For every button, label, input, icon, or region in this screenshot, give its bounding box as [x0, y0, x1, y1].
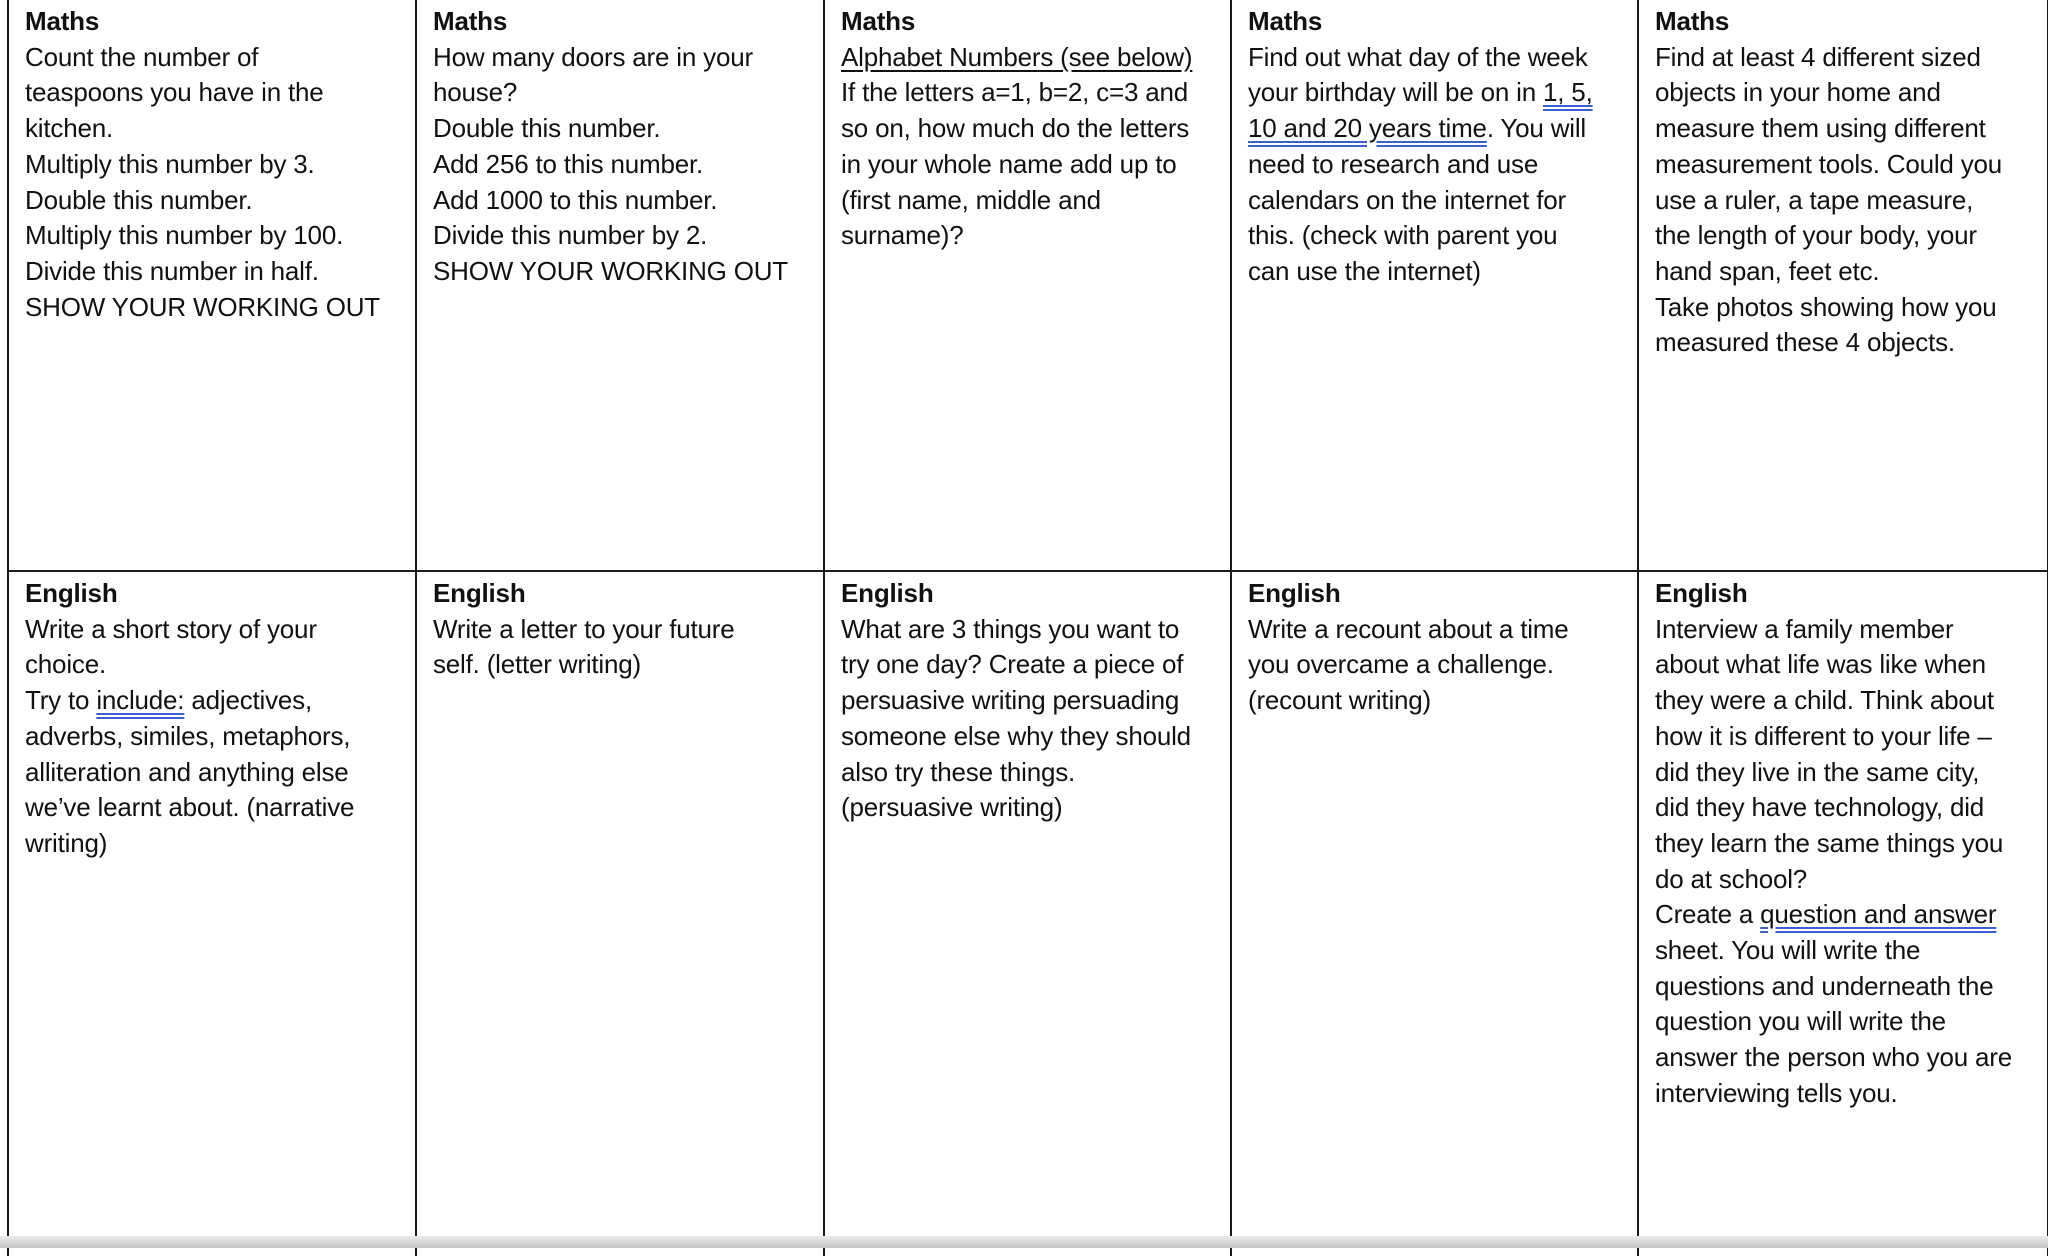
text-line: this. (check with parent you	[1248, 220, 1558, 251]
text-fragment: . You will	[1486, 113, 1586, 144]
text-line: they were a child. Think about	[1655, 685, 1994, 716]
text-line: Find out what day of the week	[1248, 41, 1588, 72]
maths-cell-teaspoons[interactable]	[8, 0, 416, 571]
subject-heading: English	[433, 578, 526, 608]
text-line: SHOW YOUR WORKING OUT	[433, 255, 788, 286]
grammar-flag-include[interactable]: include:	[96, 685, 185, 716]
grammar-flag-years[interactable]: 1, 5,	[1543, 77, 1593, 108]
text-line: Write a recount about a time	[1248, 613, 1569, 644]
activity-grid-table	[7, 0, 2048, 1256]
text-line: persuasive writing persuading	[841, 685, 1180, 716]
text-line: Add 256 to this number.	[433, 148, 704, 179]
text-line: Multiply this number by 100.	[25, 220, 344, 251]
text-line: question you will write the	[1655, 1006, 1946, 1037]
text-line: If the letters a=1, b=2, c=3 and	[841, 77, 1189, 108]
text-line: answer the person who you are	[1655, 1042, 2012, 1073]
text-fragment: your birthday will be on in	[1248, 77, 1543, 108]
text-line: alliteration and anything else	[25, 756, 349, 787]
subject-heading: English	[841, 578, 934, 608]
english-cell-interview[interactable]	[1638, 571, 2048, 1256]
text-line: Take photos showing how you	[1655, 291, 1997, 322]
text-line: they learn the same things you	[1655, 827, 2004, 858]
text-line: sheet. You will write the	[1655, 935, 1921, 966]
grammar-flag-years[interactable]: 10 and 20 years time	[1248, 113, 1487, 144]
english-cell-persuasive[interactable]	[824, 571, 1231, 1256]
subject-heading: Maths	[841, 6, 916, 36]
text-line: hand span, feet etc.	[1655, 255, 1880, 286]
text-line: do at school?	[1655, 863, 1808, 894]
maths-cell-doors[interactable]	[416, 0, 824, 571]
text-line: did they have technology, did	[1655, 792, 1985, 823]
text-line: Write a short story of your	[25, 613, 317, 644]
text-line: try one day? Create a piece of	[841, 649, 1184, 680]
text-line: choice.	[25, 649, 106, 680]
english-cell-short-story[interactable]	[8, 571, 416, 1256]
english-row	[8, 571, 2048, 1256]
text-line: in your whole name add up to	[841, 148, 1177, 179]
text-line: calendars on the internet for	[1248, 184, 1566, 215]
maths-cell-measuring[interactable]	[1638, 0, 2048, 571]
text-line: Add 1000 to this number.	[433, 184, 718, 215]
grammar-flag-question-answer[interactable]: question and answer	[1760, 899, 1997, 930]
english-cell-recount[interactable]	[1231, 571, 1638, 1256]
text-line: Multiply this number by 3.	[25, 148, 315, 179]
text-line: you overcame a challenge.	[1248, 649, 1554, 680]
subject-heading: Maths	[1248, 6, 1323, 36]
subject-heading: English	[1248, 578, 1341, 608]
text-line: use a ruler, a tape measure,	[1655, 184, 1974, 215]
subject-heading: English	[25, 578, 118, 608]
text-line: can use the internet)	[1248, 255, 1481, 286]
text-line: so on, how much do the letters	[841, 113, 1190, 144]
text-line: writing)	[25, 827, 108, 858]
text-line: (persuasive writing)	[841, 792, 1063, 823]
text-line: measure them using different	[1655, 113, 1986, 144]
text-line: Divide this number in half.	[25, 255, 319, 286]
text-line: What are 3 things you want to	[841, 613, 1180, 644]
text-line: surname)?	[841, 220, 964, 251]
text-line: Write a letter to your future	[433, 613, 735, 644]
text-line: objects in your home and	[1655, 77, 1941, 108]
alphabet-numbers-link[interactable]: Alphabet Numbers (see below)	[841, 41, 1193, 72]
text-line: we’ve learnt about. (narrative	[25, 792, 355, 823]
text-line: Interview a family member	[1655, 613, 1954, 644]
text-line: house?	[433, 77, 518, 108]
text-fragment: Try to	[25, 685, 97, 716]
text-line: (first name, middle and	[841, 184, 1101, 215]
text-line: Double this number.	[433, 113, 661, 144]
text-fragment: adjectives,	[184, 685, 313, 716]
maths-cell-alphabet-numbers[interactable]	[824, 0, 1231, 571]
text-line: how it is different to your life –	[1655, 720, 1992, 751]
text-line: Count the number of	[25, 41, 259, 72]
text-line: self. (letter writing)	[433, 649, 641, 680]
text-line: did they live in the same city,	[1655, 756, 1980, 787]
subject-heading: Maths	[433, 6, 508, 36]
text-line: someone else why they should	[841, 720, 1191, 751]
text-line: adverbs, similes, metaphors,	[25, 720, 351, 751]
text-line: questions and underneath the	[1655, 970, 1994, 1001]
text-fragment: Create a	[1655, 899, 1761, 930]
subject-heading: Maths	[25, 6, 100, 36]
text-line: (recount writing)	[1248, 685, 1431, 716]
text-line: SHOW YOUR WORKING OUT	[25, 291, 380, 322]
text-line: teaspoons you have in the	[25, 77, 324, 108]
text-line: need to research and use	[1248, 148, 1539, 179]
text-line: measured these 4 objects.	[1655, 327, 1955, 358]
maths-cell-birthday[interactable]	[1231, 0, 1638, 571]
text-line: interviewing tells you.	[1655, 1077, 1898, 1108]
text-line: the length of your body, your	[1655, 220, 1977, 251]
text-line: also try these things.	[841, 756, 1076, 787]
text-line: Divide this number by 2.	[433, 220, 708, 251]
text-line: about what life was like when	[1655, 649, 1986, 680]
text-line: kitchen.	[25, 113, 114, 144]
text-line: measurement tools. Could you	[1655, 148, 2003, 179]
text-line: Double this number.	[25, 184, 253, 215]
text-line: Find at least 4 different sized	[1655, 41, 1981, 72]
maths-row	[8, 0, 2048, 571]
subject-heading: Maths	[1655, 6, 1730, 36]
subject-heading: English	[1655, 578, 1748, 608]
horizontal-scroll-edge	[0, 1236, 2048, 1248]
english-cell-letter[interactable]	[416, 571, 824, 1256]
text-line: How many doors are in your	[433, 41, 753, 72]
